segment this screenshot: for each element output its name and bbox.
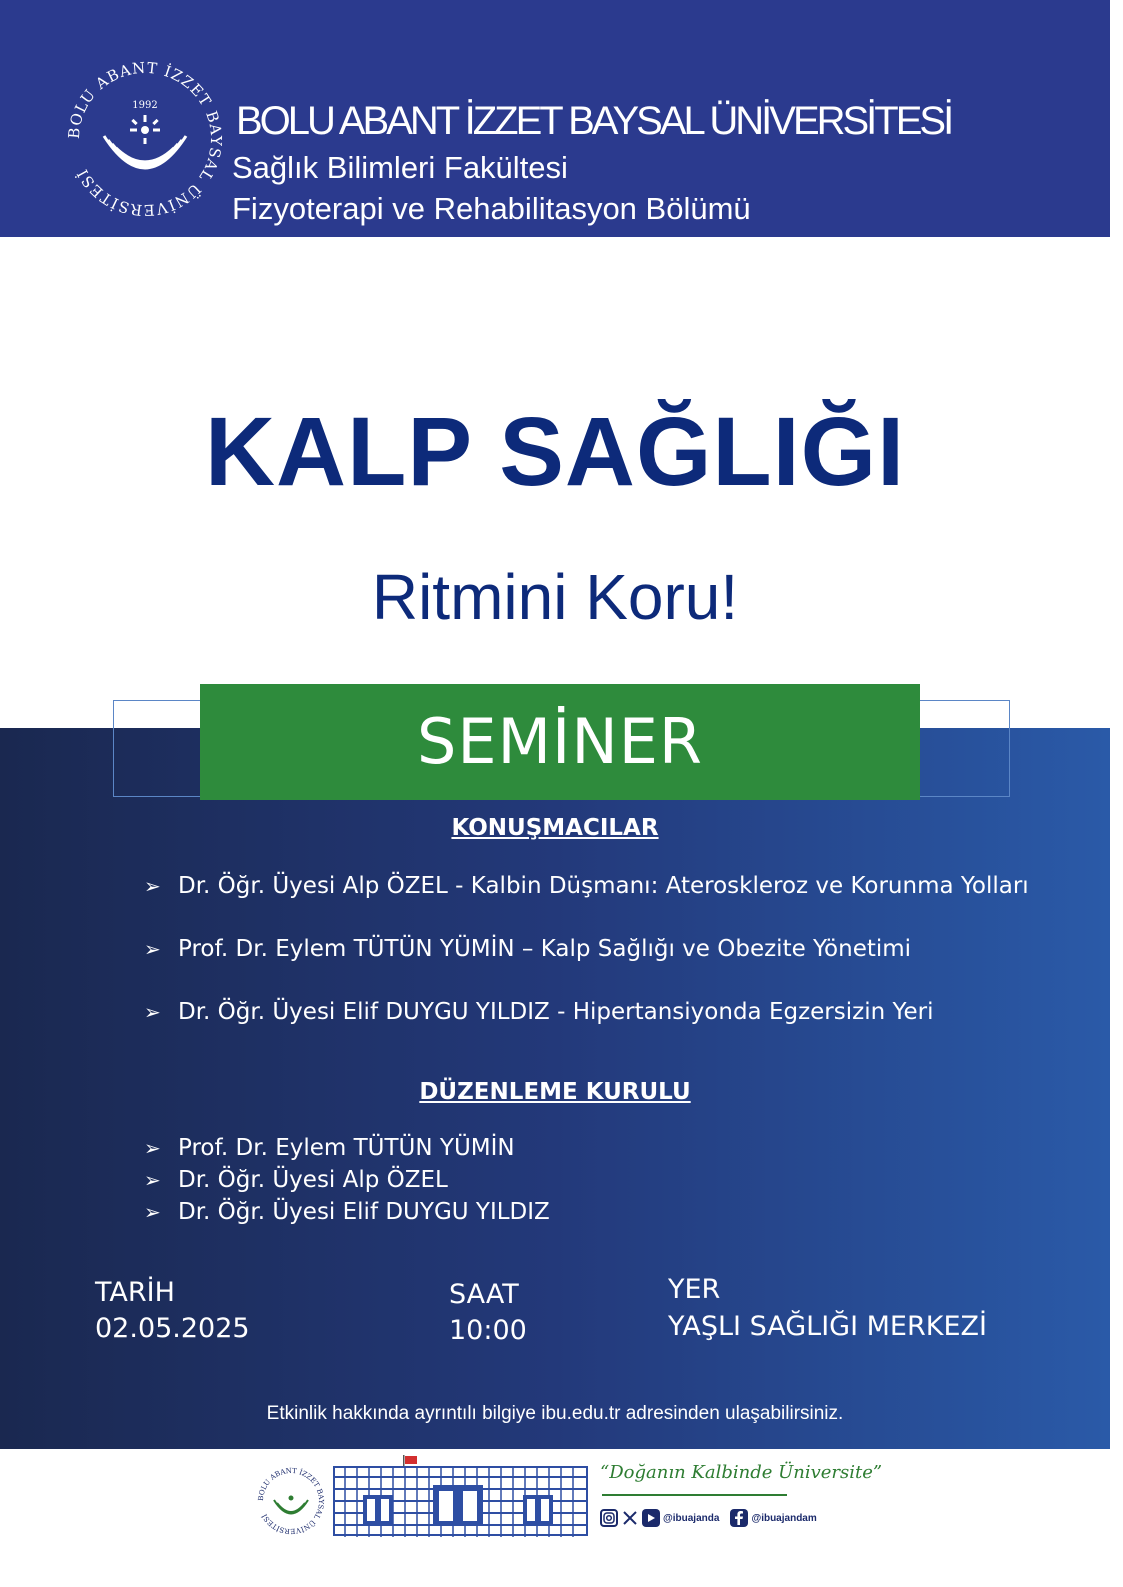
svg-text:1992: 1992 <box>132 100 158 111</box>
date-value: 02.05.2025 <box>95 1313 250 1344</box>
university-seal-logo <box>62 56 228 222</box>
social-handle[interactable]: @ibuajandam <box>751 1512 817 1524</box>
speaker-item: ➢ Dr. Öğr. Üyesi Elif DUYGU YILDIZ - Hipertansiyonda Egzersizin Yeri <box>144 999 934 1025</box>
bullet-arrow-icon: ➢ <box>144 1200 161 1224</box>
event-title: KALP SAĞLIĞI <box>204 397 906 506</box>
seminar-badge: SEMİNER <box>200 684 920 800</box>
committee-item: ➢ Dr. Öğr. Üyesi Elif DUYGU YILDIZ <box>144 1199 550 1225</box>
committee-heading: DÜZENLEME KURULU <box>419 1079 691 1105</box>
campus-building-illustration <box>333 1455 588 1537</box>
header-band <box>0 0 1110 237</box>
speakers-heading: KONUŞMACILAR <box>451 815 659 841</box>
university-name: BOLU ABANT İZZET BAYSAL ÜNİVERSİTESİ <box>236 99 952 143</box>
committee-item: ➢ Prof. Dr. Eylem TÜTÜN YÜMİN <box>144 1135 515 1161</box>
speaker-item: ➢ Dr. Öğr. Üyesi Alp ÖZEL - Kalbin Düşmanı: Ateroskleroz ve Korunma Yolları <box>144 873 1029 899</box>
slogan-underline <box>602 1494 787 1496</box>
social-handle[interactable]: @ibuajanda <box>663 1512 720 1524</box>
youtube-icon[interactable] <box>642 1509 660 1527</box>
info-note: Etkinlik hakkında ayrıntılı bilgiye ibu.edu.tr adresinden ulaşabilirsiniz. <box>266 1403 844 1424</box>
speaker-item: ➢ Prof. Dr. Eylem TÜTÜN YÜMİN – Kalp Sağlığı ve Obezite Yönetimi <box>144 936 912 962</box>
place-label: YER <box>668 1274 721 1305</box>
slogan: “Doğanın Kalbinde Üniversite” <box>600 1462 883 1483</box>
svg-text:BOLU ABANT İZZET BAYSAL ÜNİVER: BOLU ABANT İZZET BAYSAL ÜNİVERSİTESİ <box>256 1466 326 1536</box>
event-subtitle: Ritmini Koru! <box>371 561 739 633</box>
instagram-icon[interactable] <box>600 1509 618 1527</box>
committee-item: ➢ Dr. Öğr. Üyesi Alp ÖZEL <box>144 1167 448 1193</box>
time-value: 10:00 <box>449 1315 527 1346</box>
faculty-name: Sağlık Bilimleri Fakültesi <box>232 150 568 185</box>
social-media-bar <box>600 1508 825 1528</box>
date-label: TARİH <box>95 1277 175 1308</box>
facebook-icon[interactable] <box>730 1509 748 1527</box>
department-name: Fizyoterapi ve Rehabilitasyon Bölümü <box>232 191 751 226</box>
bullet-arrow-icon: ➢ <box>144 1136 161 1160</box>
bullet-arrow-icon: ➢ <box>144 1000 161 1024</box>
bullet-arrow-icon: ➢ <box>144 874 161 898</box>
svg-text:BOLU ABANT İZZET BAYSAL ÜNİVER: BOLU ABANT İZZET BAYSAL ÜNİVERSİTESİ <box>64 58 226 220</box>
time-label: SAAT <box>449 1279 519 1310</box>
x-icon[interactable] <box>621 1509 639 1527</box>
university-seal-small-logo <box>255 1465 327 1537</box>
bullet-arrow-icon: ➢ <box>144 937 161 961</box>
bullet-arrow-icon: ➢ <box>144 1168 161 1192</box>
place-value: YAŞLI SAĞLIĞI MERKEZİ <box>668 1311 987 1342</box>
